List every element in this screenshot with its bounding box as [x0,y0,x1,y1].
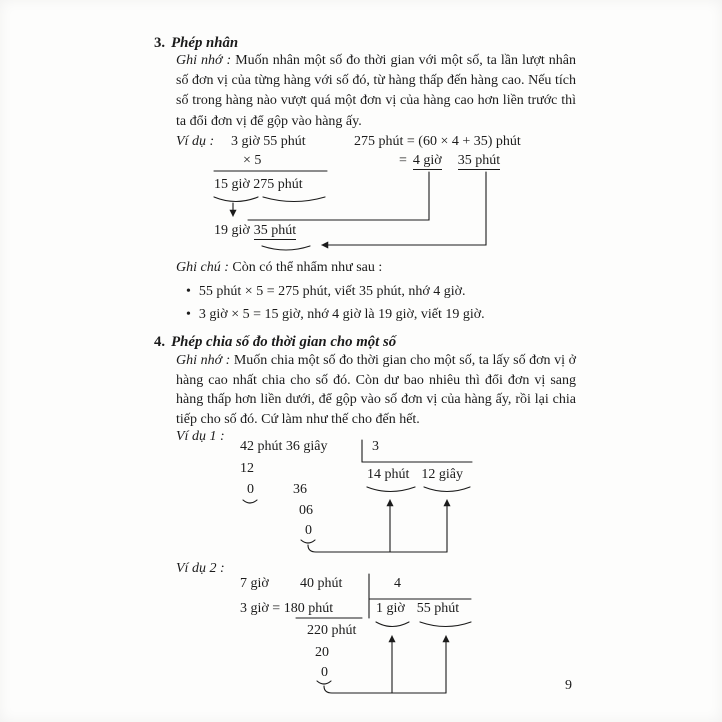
div2-collector-line [324,686,446,693]
result-minutes: 35 phút [253,223,297,238]
converted-minutes: 35 phút [457,153,501,168]
div2-dividend-hours: 7 giờ [240,576,269,591]
div1-quotient [367,466,463,484]
bullet-item [186,306,485,324]
div2-work-220: 220 phút [307,623,357,638]
final-result [214,222,296,240]
section3-ghi-nho-paragraph [176,51,576,132]
div2-underbrace-hours [376,622,409,627]
section3-heading [154,34,238,52]
div2-underbrace-minutes [420,622,471,627]
div1-collector-line [308,545,447,552]
ghi-chu-text: Còn có thể nhẩm như sau : [228,260,383,275]
section3-number: 3. [154,35,166,51]
connector-minutes-arrow [322,172,486,245]
equals-sign: = [399,153,407,168]
div1-quotient-seconds: 12 giây [421,467,463,482]
div2-quotient-hours: 1 giờ [376,601,405,616]
section3-title: Phép nhân [171,35,239,51]
vi-du1-label: Ví dụ 1 : [176,429,225,444]
ghi-chu-line [176,259,382,277]
div1-remainder-final-0: 0 [305,523,312,538]
div1-work-36: 36 [293,482,307,497]
div2-quotient-minutes: 55 phút [416,601,460,616]
ghi-nho-text: Muốn nhân một số đo thời gian với một số, ta lần lượt nhân số đơn vị của từng hàng với số đó, từ hàng thấp đến hàng cao. Nếu tích số trong hàng nào vượt quá một đơn vị của hàng cao hơn liền trước thì ta đổi đơn vị để gộp vào hàng ấy. [176,53,577,129]
div1-underbrace-minutes [367,487,415,492]
div2-remainder-final-0: 0 [321,665,328,680]
multiplicand: 3 giờ 55 phút [231,134,306,149]
bullet-icon: • [186,307,191,322]
div1-work-06: 06 [299,503,313,518]
ghi-chu-label: Ghi chú : [176,260,229,275]
result-hours: 19 giờ [214,223,250,238]
section4-title: Phép chia số đo thời gian cho một số [171,334,397,350]
bullet-item [186,283,466,301]
bullet-icon: • [186,284,191,299]
ghi-nho-label: Ghi nhớ : [176,53,232,68]
underbrace-product-hours [214,197,258,202]
div1-underbrace-seconds [424,487,470,492]
div2-dividend-minutes: 40 phút [300,576,343,591]
div1-quotient-minutes: 14 phút [367,467,410,482]
div1-divisor: 3 [372,439,379,454]
section4-number: 4. [154,334,166,350]
ghi-nho-label: Ghi nhớ : [176,353,231,368]
vi-du2-label: Ví dụ 2 : [176,561,225,576]
section4-heading [154,333,396,351]
underbrace-product-minutes [263,197,325,202]
product: 15 giờ 275 phút [214,177,303,192]
div1-remainder2-squiggle [301,540,315,543]
div2-work-20: 20 [315,645,329,660]
div2-remainder-conversion: 3 giờ = 180 phút [240,601,334,616]
section4-ghi-nho-paragraph [176,351,576,429]
page-number: 9 [565,678,572,693]
bullet-text: 55 phút × 5 = 275 phút, viết 35 phút, nhớ 4 giờ. [198,284,466,299]
converted-hours: 4 giờ [412,153,442,168]
vi-du-label: Ví dụ : [176,134,215,149]
div1-remainder1-squiggle [243,500,257,503]
bullet-text: 3 giờ × 5 = 15 giờ, nhớ 4 giờ là 19 giờ, viết 19 giờ. [198,307,485,322]
div1-remainder-0: 0 [247,482,254,497]
conversion-result [399,152,500,170]
div1-work-12: 12 [240,461,254,476]
div2-divisor: 4 [394,576,401,591]
div2-quotient [376,600,459,618]
ghi-nho-text: Muốn chia một số đo thời gian cho một số, ta lấy số đơn vị ở hàng cao nhất chia cho số đó. Còn dư bao nhiêu thì đổi đơn vị sang hàng thấp hơn liền dưới, để gộp vào số đơn vị của hàng ấy, rồi lại chia tiếp cho số đó. Cứ làm như thế cho đến hết. [176,353,576,427]
div1-dividend: 42 phút 36 giây [240,439,328,454]
multiplier: × 5 [243,153,262,168]
conversion-expression: 275 phút = (60 × 4 + 35) phút [354,134,521,149]
underbrace-result-minutes [262,246,310,250]
